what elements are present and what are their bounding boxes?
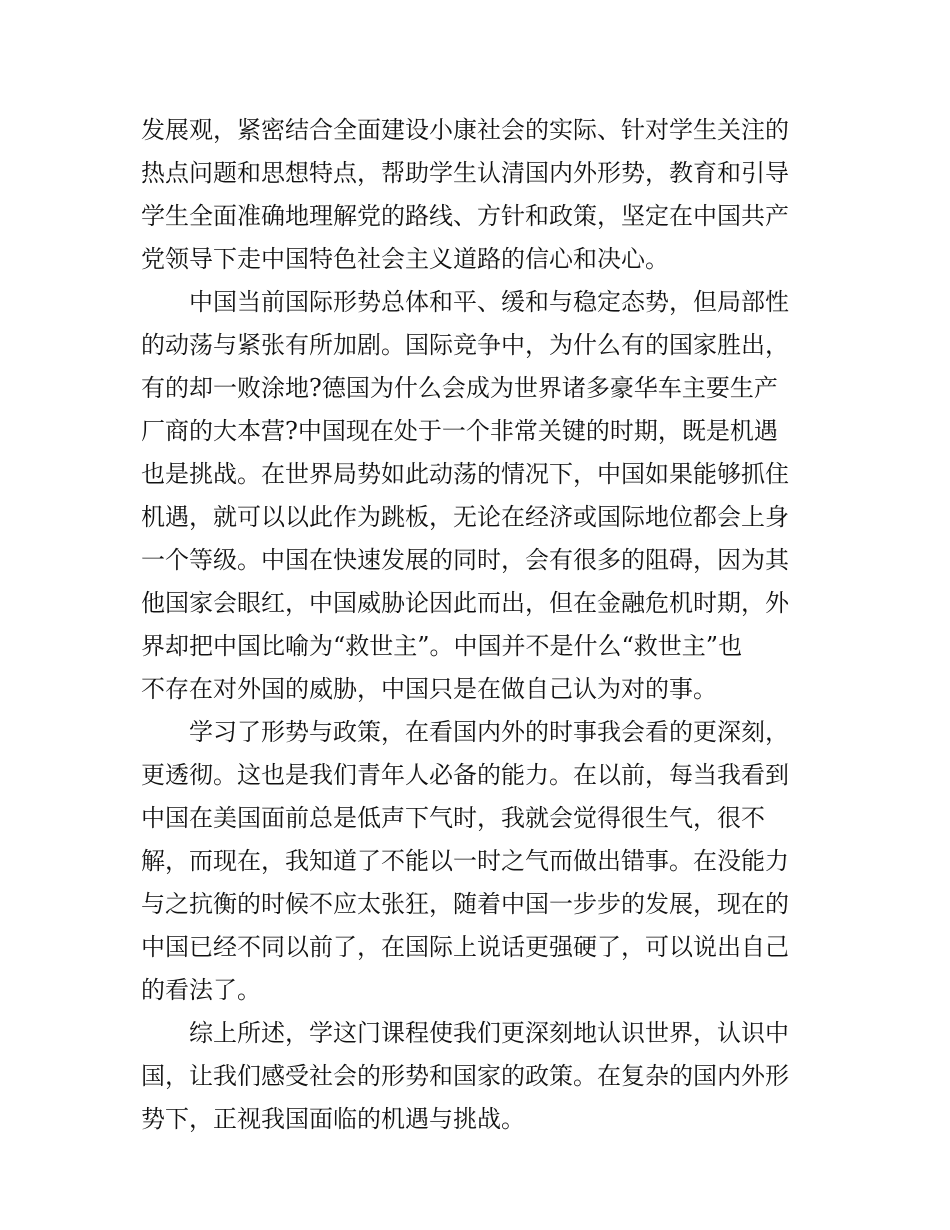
text-line: 有的却一败涂地?德国为什么会成为世界诸多豪华车主要生产 — [141, 374, 778, 402]
text-line: 与之抗衡的时候不应太张狂，随着中国一步步的发展，现在的 — [141, 890, 789, 918]
text-line: 一个等级。中国在快速发展的同时，会有很多的阻碍，因为其 — [141, 546, 789, 574]
text-line: 综上所述，学这门课程使我们更深刻地认识世界，认识中 — [189, 1019, 789, 1047]
paragraph-3 — [141, 711, 821, 1012]
text-line: 解，而现在，我知道了不能以一时之气而做出错事。在没能力 — [141, 847, 789, 875]
paragraph-2 — [141, 281, 821, 711]
paragraph-4 — [141, 1012, 821, 1141]
text-line: 势下，正视我国面临的机遇与挑战。 — [141, 1105, 525, 1133]
text-line: 他国家会眼红，中国威胁论因此而出，但在金融危机时期，外 — [141, 589, 789, 617]
text-line: 学生全面准确地理解党的路线、方针和政策，坚定在中国共产 — [141, 202, 789, 230]
text-line: 党领导下走中国特色社会主义道路的信心和决心。 — [141, 245, 669, 273]
text-line: 国，让我们感受社会的形势和国家的政策。在复杂的国内外形 — [141, 1062, 789, 1090]
text-line: 发展观，紧密结合全面建设小康社会的实际、针对学生关注的 — [141, 116, 789, 144]
text-line: 界却把中国比喻为“救世主”。中国并不是什么“救世主”也 — [141, 632, 743, 660]
paragraph-1 — [141, 109, 821, 281]
text-line: 也是挑战。在世界局势如此动荡的情况下，中国如果能够抓住 — [141, 460, 789, 488]
text-line: 中国已经不同以前了，在国际上说话更强硬了，可以说出自己 — [141, 933, 789, 961]
text-line: 机遇，就可以以此作为跳板，无论在经济或国际地位都会上身 — [141, 503, 789, 531]
text-line: 厂商的大本营?中国现在处于一个非常关键的时期，既是机遇 — [141, 417, 778, 445]
text-line: 的动荡与紧张有所加剧。国际竞争中，为什么有的国家胜出， — [141, 331, 789, 359]
text-line: 中国当前国际形势总体和平、缓和与稳定态势，但局部性 — [189, 288, 789, 316]
document-body — [141, 109, 821, 1141]
text-line: 学习了形势与政策，在看国内外的时事我会看的更深刻， — [189, 718, 789, 746]
text-line: 更透彻。这也是我们青年人必备的能力。在以前，每当我看到 — [141, 761, 789, 789]
text-line: 热点问题和思想特点，帮助学生认清国内外形势，教育和引导 — [141, 159, 789, 187]
text-line: 不存在对外国的威胁，中国只是在做自己认为对的事。 — [141, 675, 717, 703]
text-line: 的看法了。 — [141, 976, 261, 1004]
text-line: 中国在美国面前总是低声下气时，我就会觉得很生气，很不 — [141, 804, 765, 832]
